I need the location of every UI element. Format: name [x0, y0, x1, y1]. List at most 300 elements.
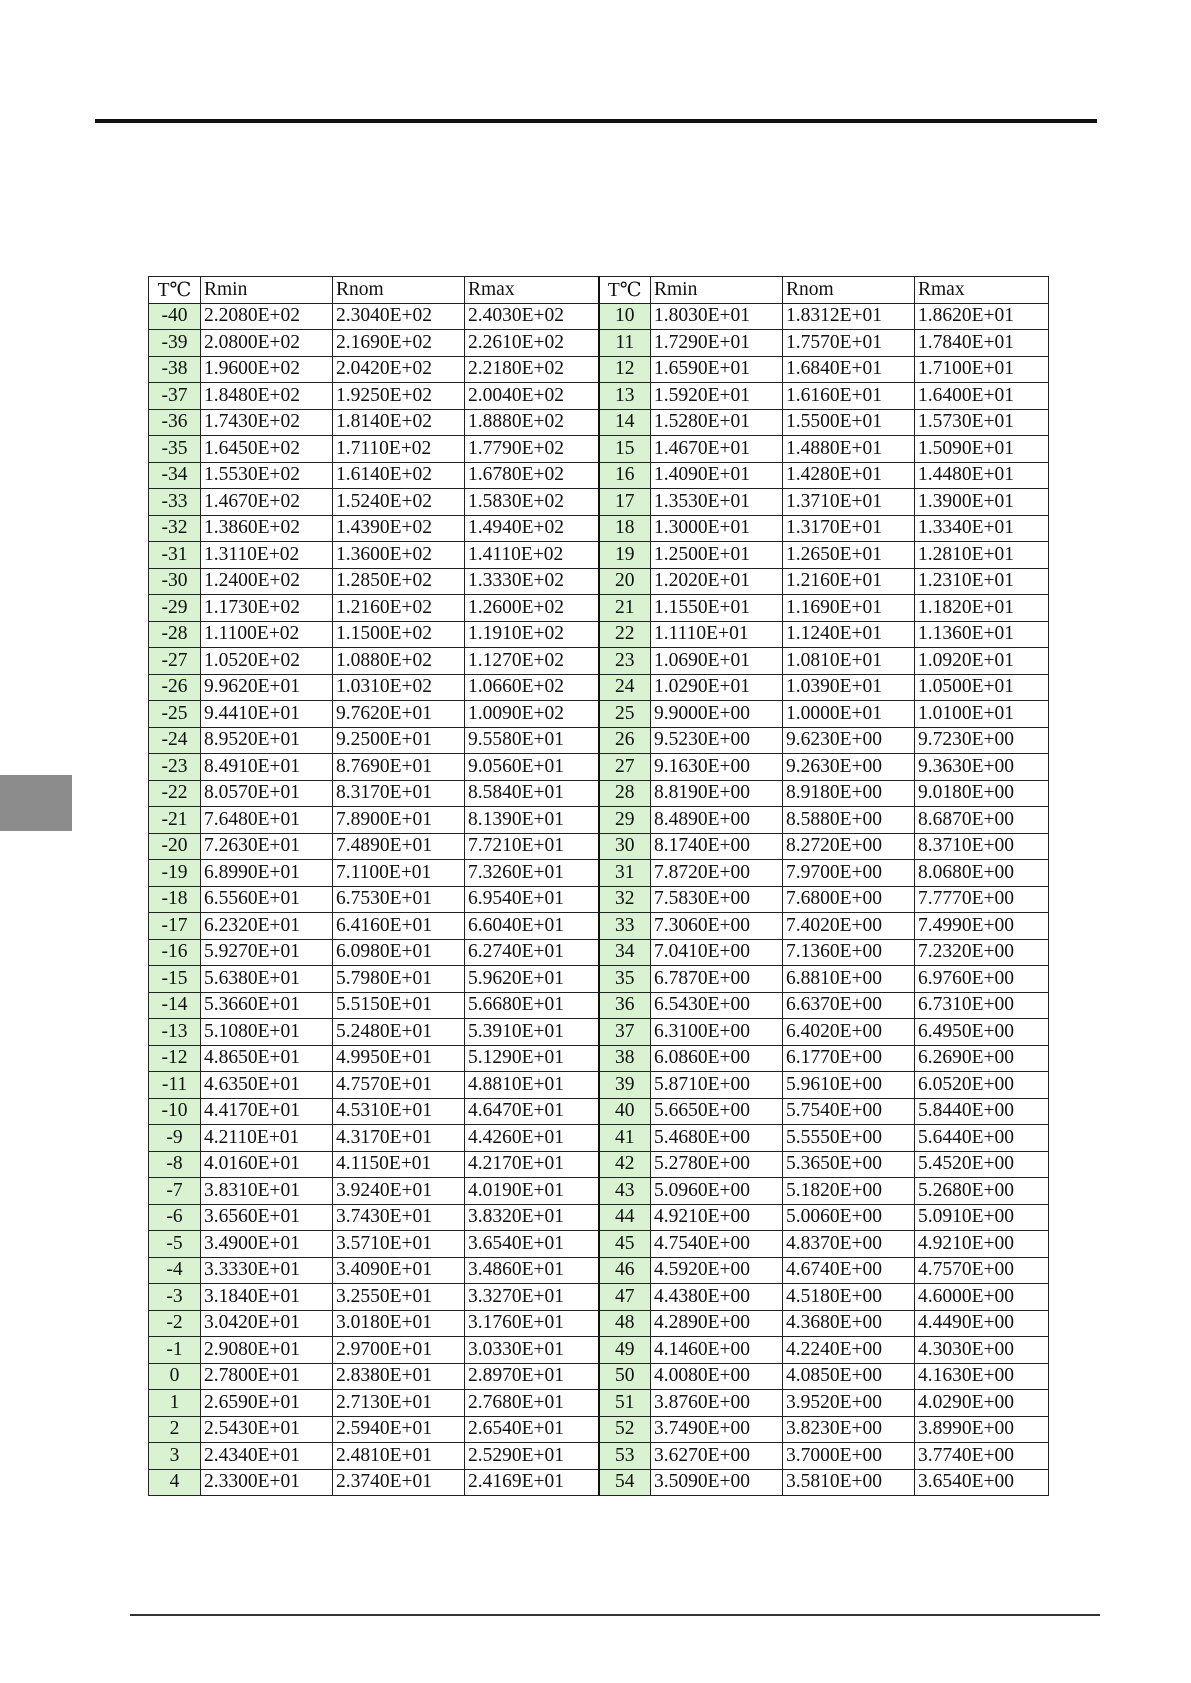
rmax-cell: 3.8320E+01 [465, 1204, 599, 1231]
rmin-cell: 1.0290E+01 [651, 674, 783, 701]
temp-cell: 44 [599, 1204, 651, 1231]
table-row [149, 1337, 1049, 1364]
table-row [149, 1045, 1049, 1072]
rmax-cell: 6.0520E+00 [915, 1072, 1049, 1099]
rmin-cell: 8.8190E+00 [651, 780, 783, 807]
rmin-cell: 1.3110E+02 [201, 542, 333, 569]
rnom-cell: 1.1500E+02 [333, 621, 465, 648]
temp-cell: 47 [599, 1284, 651, 1311]
rmax-cell: 4.4490E+00 [915, 1310, 1049, 1337]
rmin-cell: 2.2080E+02 [201, 303, 333, 330]
rmin-cell: 2.5430E+01 [201, 1416, 333, 1443]
rnom-cell: 1.8312E+01 [783, 303, 915, 330]
rmax-cell: 6.6040E+01 [465, 913, 599, 940]
rmin-cell: 2.9080E+01 [201, 1337, 333, 1364]
rmax-cell: 4.4260E+01 [465, 1125, 599, 1152]
rnom-cell: 7.9700E+00 [783, 860, 915, 887]
rnom-cell: 4.0850E+00 [783, 1363, 915, 1390]
rmin-cell: 6.2320E+01 [201, 913, 333, 940]
header-rmin: Rmin [651, 277, 783, 304]
rnom-cell: 1.3170E+01 [783, 515, 915, 542]
rmax-cell: 1.2310E+01 [915, 568, 1049, 595]
rnom-cell: 4.3680E+00 [783, 1310, 915, 1337]
rmax-cell: 8.1390E+01 [465, 807, 599, 834]
temp-cell: -13 [149, 1019, 201, 1046]
rmin-cell: 1.1550E+01 [651, 595, 783, 622]
rmax-cell: 4.7570E+00 [915, 1257, 1049, 1284]
rmax-cell: 5.8440E+00 [915, 1098, 1049, 1125]
rnom-cell: 1.3600E+02 [333, 542, 465, 569]
temp-cell: 20 [599, 568, 651, 595]
temp-cell: 34 [599, 939, 651, 966]
table-row [149, 727, 1049, 754]
temp-cell: 29 [599, 807, 651, 834]
header-temp: T℃ [599, 277, 651, 304]
rnom-cell: 3.7000E+00 [783, 1443, 915, 1470]
rnom-cell: 3.9240E+01 [333, 1178, 465, 1205]
table-row [149, 1019, 1049, 1046]
temp-cell: 49 [599, 1337, 651, 1364]
table-row [149, 1443, 1049, 1470]
temp-cell: 28 [599, 780, 651, 807]
temp-cell: -16 [149, 939, 201, 966]
rmax-cell: 2.7680E+01 [465, 1390, 599, 1417]
rnom-cell: 1.2160E+02 [333, 595, 465, 622]
rmin-cell: 1.1730E+02 [201, 595, 333, 622]
temp-cell: -33 [149, 489, 201, 516]
table-row [149, 860, 1049, 887]
rmin-cell: 1.2020E+01 [651, 568, 783, 595]
temp-cell: -6 [149, 1204, 201, 1231]
header-rnom: Rnom [333, 277, 465, 304]
rmax-cell: 4.9210E+00 [915, 1231, 1049, 1258]
rnom-cell: 3.9520E+00 [783, 1390, 915, 1417]
temp-cell: 15 [599, 436, 651, 463]
rmin-cell: 4.0080E+00 [651, 1363, 783, 1390]
rmax-cell: 6.4950E+00 [915, 1019, 1049, 1046]
temp-cell: 31 [599, 860, 651, 887]
table-row [149, 1257, 1049, 1284]
rmax-cell: 1.0090E+02 [465, 701, 599, 728]
rmax-cell: 2.0040E+02 [465, 383, 599, 410]
rnom-cell: 3.2550E+01 [333, 1284, 465, 1311]
rmin-cell: 4.5920E+00 [651, 1257, 783, 1284]
rnom-cell: 5.3650E+00 [783, 1151, 915, 1178]
rnom-cell: 8.2720E+00 [783, 833, 915, 860]
rmax-cell: 1.0660E+02 [465, 674, 599, 701]
header-rnom: Rnom [783, 277, 915, 304]
temp-cell: 24 [599, 674, 651, 701]
temp-cell: 4 [149, 1469, 201, 1496]
temp-cell: -3 [149, 1284, 201, 1311]
rmax-cell: 5.1290E+01 [465, 1045, 599, 1072]
temp-cell: 22 [599, 621, 651, 648]
rnom-cell: 1.6840E+01 [783, 356, 915, 383]
rnom-cell: 1.6140E+02 [333, 462, 465, 489]
rmin-cell: 7.2630E+01 [201, 833, 333, 860]
rnom-cell: 1.2160E+01 [783, 568, 915, 595]
temp-cell: -26 [149, 674, 201, 701]
rmax-cell: 4.6470E+01 [465, 1098, 599, 1125]
rmin-cell: 6.7870E+00 [651, 966, 783, 993]
rmax-cell: 1.0100E+01 [915, 701, 1049, 728]
temp-cell: -30 [149, 568, 201, 595]
temp-cell: 32 [599, 886, 651, 913]
rmin-cell: 9.4410E+01 [201, 701, 333, 728]
rnom-cell: 4.8370E+00 [783, 1231, 915, 1258]
rmin-cell: 1.5280E+01 [651, 409, 783, 436]
table-row [149, 1231, 1049, 1258]
rmax-cell: 6.7310E+00 [915, 992, 1049, 1019]
rnom-cell: 8.7690E+01 [333, 754, 465, 781]
rnom-cell: 1.1690E+01 [783, 595, 915, 622]
table-row [149, 542, 1049, 569]
temp-cell: -8 [149, 1151, 201, 1178]
table-row [149, 409, 1049, 436]
temp-cell: 27 [599, 754, 651, 781]
rmin-cell: 6.8990E+01 [201, 860, 333, 887]
rmin-cell: 3.0420E+01 [201, 1310, 333, 1337]
rmin-cell: 1.6450E+02 [201, 436, 333, 463]
rmax-cell: 9.0180E+00 [915, 780, 1049, 807]
table-row [149, 1469, 1049, 1496]
rmin-cell: 3.8310E+01 [201, 1178, 333, 1205]
temp-cell: 26 [599, 727, 651, 754]
rmin-cell: 8.4890E+00 [651, 807, 783, 834]
temp-cell: 43 [599, 1178, 651, 1205]
rnom-cell: 6.7530E+01 [333, 886, 465, 913]
header-temp: T℃ [149, 277, 201, 304]
rnom-cell: 4.2240E+00 [783, 1337, 915, 1364]
temp-cell: 33 [599, 913, 651, 940]
rnom-cell: 7.1100E+01 [333, 860, 465, 887]
rnom-cell: 4.3170E+01 [333, 1125, 465, 1152]
rnom-cell: 7.1360E+00 [783, 939, 915, 966]
temp-cell: -28 [149, 621, 201, 648]
table-row [149, 303, 1049, 330]
temp-cell: 23 [599, 648, 651, 675]
rmin-cell: 8.4910E+01 [201, 754, 333, 781]
rmin-cell: 7.0410E+00 [651, 939, 783, 966]
rmax-cell: 8.6870E+00 [915, 807, 1049, 834]
rmin-cell: 4.1460E+00 [651, 1337, 783, 1364]
rmin-cell: 3.6270E+00 [651, 1443, 783, 1470]
rmin-cell: 4.2110E+01 [201, 1125, 333, 1152]
rmin-cell: 1.0520E+02 [201, 648, 333, 675]
header-rmax: Rmax [915, 277, 1049, 304]
rnom-cell: 1.3710E+01 [783, 489, 915, 516]
rmin-cell: 6.0860E+00 [651, 1045, 783, 1072]
rmin-cell: 2.4340E+01 [201, 1443, 333, 1470]
temp-cell: -32 [149, 515, 201, 542]
resistance-table [148, 276, 1049, 1496]
rmax-cell: 4.8810E+01 [465, 1072, 599, 1099]
temp-cell: -36 [149, 409, 201, 436]
rmin-cell: 8.1740E+00 [651, 833, 783, 860]
temp-cell: 36 [599, 992, 651, 1019]
rmin-cell: 9.1630E+00 [651, 754, 783, 781]
header-rule [95, 119, 1097, 123]
rnom-cell: 2.7130E+01 [333, 1390, 465, 1417]
rmax-cell: 7.7210E+01 [465, 833, 599, 860]
header-rmin: Rmin [201, 277, 333, 304]
temp-cell: -20 [149, 833, 201, 860]
table-row [149, 1125, 1049, 1152]
rnom-cell: 5.7540E+00 [783, 1098, 915, 1125]
rnom-cell: 1.8140E+02 [333, 409, 465, 436]
rmin-cell: 7.6480E+01 [201, 807, 333, 834]
rmin-cell: 1.1100E+02 [201, 621, 333, 648]
rmin-cell: 1.2400E+02 [201, 568, 333, 595]
rmin-cell: 5.4680E+00 [651, 1125, 783, 1152]
rmin-cell: 5.9270E+01 [201, 939, 333, 966]
rnom-cell: 5.9610E+00 [783, 1072, 915, 1099]
rmin-cell: 2.6590E+01 [201, 1390, 333, 1417]
rnom-cell: 1.0880E+02 [333, 648, 465, 675]
table-row [149, 462, 1049, 489]
temp-cell: -39 [149, 330, 201, 357]
rmax-cell: 1.1820E+01 [915, 595, 1049, 622]
rnom-cell: 3.7430E+01 [333, 1204, 465, 1231]
temp-cell: 17 [599, 489, 651, 516]
rnom-cell: 1.7110E+02 [333, 436, 465, 463]
temp-cell: 39 [599, 1072, 651, 1099]
temp-cell: -15 [149, 966, 201, 993]
rmax-cell: 1.3340E+01 [915, 515, 1049, 542]
rmax-cell: 5.6440E+00 [915, 1125, 1049, 1152]
temp-cell: -18 [149, 886, 201, 913]
rmax-cell: 5.2680E+00 [915, 1178, 1049, 1205]
rnom-cell: 4.1150E+01 [333, 1151, 465, 1178]
table-row [149, 674, 1049, 701]
rnom-cell: 6.8810E+00 [783, 966, 915, 993]
table-row [149, 1284, 1049, 1311]
temp-cell: 14 [599, 409, 651, 436]
rmax-cell: 2.4169E+01 [465, 1469, 599, 1496]
temp-cell: 13 [599, 383, 651, 410]
rmin-cell: 1.4090E+01 [651, 462, 783, 489]
footer-rule [130, 1614, 1100, 1616]
rmin-cell: 4.4170E+01 [201, 1098, 333, 1125]
table-row [149, 886, 1049, 913]
temp-cell: 40 [599, 1098, 651, 1125]
table-row [149, 383, 1049, 410]
rnom-cell: 4.7570E+01 [333, 1072, 465, 1099]
rmin-cell: 5.6380E+01 [201, 966, 333, 993]
rnom-cell: 3.0180E+01 [333, 1310, 465, 1337]
table-row [149, 1098, 1049, 1125]
rmax-cell: 3.6540E+01 [465, 1231, 599, 1258]
temp-cell: -38 [149, 356, 201, 383]
rmax-cell: 5.3910E+01 [465, 1019, 599, 1046]
rmax-cell: 2.5290E+01 [465, 1443, 599, 1470]
rmax-cell: 1.8880E+02 [465, 409, 599, 436]
rmax-cell: 1.1270E+02 [465, 648, 599, 675]
rmin-cell: 5.3660E+01 [201, 992, 333, 1019]
rmin-cell: 4.8650E+01 [201, 1045, 333, 1072]
rmin-cell: 6.5560E+01 [201, 886, 333, 913]
rmin-cell: 4.2890E+00 [651, 1310, 783, 1337]
rmin-cell: 1.4670E+02 [201, 489, 333, 516]
table-row [149, 568, 1049, 595]
rnom-cell: 7.8900E+01 [333, 807, 465, 834]
rmax-cell: 9.7230E+00 [915, 727, 1049, 754]
rnom-cell: 2.0420E+02 [333, 356, 465, 383]
rnom-cell: 2.4810E+01 [333, 1443, 465, 1470]
temp-cell: 0 [149, 1363, 201, 1390]
side-thumb-tab [0, 775, 72, 831]
rnom-cell: 3.5710E+01 [333, 1231, 465, 1258]
rmax-cell: 1.1360E+01 [915, 621, 1049, 648]
rmax-cell: 9.5580E+01 [465, 727, 599, 754]
rmax-cell: 1.4110E+02 [465, 542, 599, 569]
rnom-cell: 2.8380E+01 [333, 1363, 465, 1390]
rmin-cell: 9.9620E+01 [201, 674, 333, 701]
temp-cell: -24 [149, 727, 201, 754]
rmin-cell: 1.4670E+01 [651, 436, 783, 463]
temp-cell: -21 [149, 807, 201, 834]
table-row [149, 1151, 1049, 1178]
temp-cell: -2 [149, 1310, 201, 1337]
rmin-cell: 1.8480E+02 [201, 383, 333, 410]
rmax-cell: 4.0190E+01 [465, 1178, 599, 1205]
rnom-cell: 2.3740E+01 [333, 1469, 465, 1496]
rnom-cell: 6.4160E+01 [333, 913, 465, 940]
rmin-cell: 3.7490E+00 [651, 1416, 783, 1443]
table-row [149, 1390, 1049, 1417]
temp-cell: -23 [149, 754, 201, 781]
rnom-cell: 7.4890E+01 [333, 833, 465, 860]
temp-cell: 11 [599, 330, 651, 357]
table-row [149, 621, 1049, 648]
rnom-cell: 4.5310E+01 [333, 1098, 465, 1125]
rmin-cell: 8.0570E+01 [201, 780, 333, 807]
temp-cell: 37 [599, 1019, 651, 1046]
table-row [149, 436, 1049, 463]
rmin-cell: 7.5830E+00 [651, 886, 783, 913]
rnom-cell: 8.5880E+00 [783, 807, 915, 834]
temp-cell: -12 [149, 1045, 201, 1072]
rnom-cell: 1.0310E+02 [333, 674, 465, 701]
rmin-cell: 1.3530E+01 [651, 489, 783, 516]
rmin-cell: 7.3060E+00 [651, 913, 783, 940]
rnom-cell: 1.0390E+01 [783, 674, 915, 701]
rnom-cell: 4.6740E+00 [783, 1257, 915, 1284]
rmin-cell: 5.0960E+00 [651, 1178, 783, 1205]
table-row [149, 595, 1049, 622]
temp-cell: 51 [599, 1390, 651, 1417]
table-row [149, 754, 1049, 781]
temp-cell: 30 [599, 833, 651, 860]
rmax-cell: 4.0290E+00 [915, 1390, 1049, 1417]
rnom-cell: 5.0060E+00 [783, 1204, 915, 1231]
rnom-cell: 9.2630E+00 [783, 754, 915, 781]
rmax-cell: 1.1910E+02 [465, 621, 599, 648]
rmin-cell: 1.9600E+02 [201, 356, 333, 383]
rmax-cell: 4.6000E+00 [915, 1284, 1049, 1311]
temp-cell: 46 [599, 1257, 651, 1284]
rmax-cell: 2.6540E+01 [465, 1416, 599, 1443]
rnom-cell: 9.2500E+01 [333, 727, 465, 754]
rmax-cell: 3.4860E+01 [465, 1257, 599, 1284]
rnom-cell: 8.9180E+00 [783, 780, 915, 807]
table-row [149, 780, 1049, 807]
rnom-cell: 2.5940E+01 [333, 1416, 465, 1443]
rmax-cell: 9.0560E+01 [465, 754, 599, 781]
rmin-cell: 1.5530E+02 [201, 462, 333, 489]
temp-cell: -40 [149, 303, 201, 330]
rmax-cell: 2.4030E+02 [465, 303, 599, 330]
rmax-cell: 8.0680E+00 [915, 860, 1049, 887]
rmin-cell: 1.8030E+01 [651, 303, 783, 330]
rmax-cell: 1.3900E+01 [915, 489, 1049, 516]
rmax-cell: 3.6540E+00 [915, 1469, 1049, 1496]
temp-cell: 53 [599, 1443, 651, 1470]
temp-cell: 25 [599, 701, 651, 728]
rnom-cell: 1.5500E+01 [783, 409, 915, 436]
rnom-cell: 6.4020E+00 [783, 1019, 915, 1046]
temp-cell: 52 [599, 1416, 651, 1443]
rmax-cell: 2.2610E+02 [465, 330, 599, 357]
rnom-cell: 6.1770E+00 [783, 1045, 915, 1072]
table-row [149, 966, 1049, 993]
rnom-cell: 4.9950E+01 [333, 1045, 465, 1072]
rmin-cell: 1.6590E+01 [651, 356, 783, 383]
rmin-cell: 4.0160E+01 [201, 1151, 333, 1178]
temp-cell: -7 [149, 1178, 201, 1205]
rmin-cell: 3.4900E+01 [201, 1231, 333, 1258]
rmin-cell: 1.7290E+01 [651, 330, 783, 357]
temp-cell: 38 [599, 1045, 651, 1072]
table-row [149, 489, 1049, 516]
rmax-cell: 1.3330E+02 [465, 568, 599, 595]
table-header-row [149, 277, 1049, 304]
temp-cell: 42 [599, 1151, 651, 1178]
rmax-cell: 7.3260E+01 [465, 860, 599, 887]
rmin-cell: 1.2500E+01 [651, 542, 783, 569]
rmin-cell: 5.6650E+00 [651, 1098, 783, 1125]
rmax-cell: 9.3630E+00 [915, 754, 1049, 781]
rmin-cell: 4.6350E+01 [201, 1072, 333, 1099]
rmax-cell: 7.2320E+00 [915, 939, 1049, 966]
rnom-cell: 3.4090E+01 [333, 1257, 465, 1284]
table-row [149, 1204, 1049, 1231]
rmin-cell: 6.3100E+00 [651, 1019, 783, 1046]
rmax-cell: 1.4940E+02 [465, 515, 599, 542]
temp-cell: -11 [149, 1072, 201, 1099]
rmax-cell: 1.5830E+02 [465, 489, 599, 516]
rmax-cell: 3.7740E+00 [915, 1443, 1049, 1470]
rmin-cell: 1.0690E+01 [651, 648, 783, 675]
rnom-cell: 1.7570E+01 [783, 330, 915, 357]
rmin-cell: 4.9210E+00 [651, 1204, 783, 1231]
temp-cell: 21 [599, 595, 651, 622]
rmax-cell: 5.6680E+01 [465, 992, 599, 1019]
temp-cell: -29 [149, 595, 201, 622]
rnom-cell: 3.8230E+00 [783, 1416, 915, 1443]
temp-cell: 19 [599, 542, 651, 569]
rmin-cell: 7.8720E+00 [651, 860, 783, 887]
rnom-cell: 2.3040E+02 [333, 303, 465, 330]
temp-cell: -34 [149, 462, 201, 489]
temp-cell: -14 [149, 992, 201, 1019]
rmax-cell: 8.3710E+00 [915, 833, 1049, 860]
rmax-cell: 4.2170E+01 [465, 1151, 599, 1178]
header-rmax: Rmax [465, 277, 599, 304]
temp-cell: -35 [149, 436, 201, 463]
table-row [149, 1072, 1049, 1099]
rnom-cell: 1.4390E+02 [333, 515, 465, 542]
